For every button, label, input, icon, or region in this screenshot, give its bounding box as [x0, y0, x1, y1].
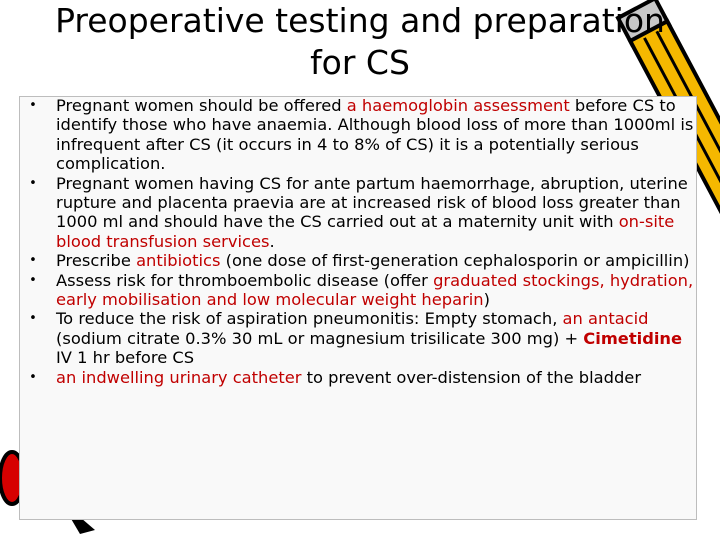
- bullet-text: Pregnant women having CS for ante partum haemorrhage, abruption, uterine rupture and placenta praevia are at increased risk of blood loss greater than 1000 ml and should have the CS carried out at a maternity unit with: [56, 173, 688, 232]
- highlight-text: antibiotics: [136, 251, 221, 271]
- title-line-2: for CS: [310, 43, 410, 82]
- bullet-dot: •: [29, 98, 37, 113]
- list-item: [26, 174, 696, 252]
- highlight-text: an antacid: [562, 309, 649, 329]
- bullet-text: to prevent over-distension of the bladder: [301, 367, 642, 387]
- list-item: [26, 251, 696, 270]
- bullet-text: Assess risk for thromboembolic disease (offer: [56, 270, 434, 290]
- bullet-text: To reduce the risk of aspiration pneumonitis: Empty stomach,: [56, 309, 563, 329]
- bullet-text: IV 1 hr before CS: [56, 348, 195, 368]
- bullet-text: ): [483, 290, 490, 310]
- list-item: [26, 96, 696, 174]
- slide-title: [40, 0, 680, 84]
- bullet-dot: •: [29, 311, 37, 327]
- bullet-text: Pregnant women should be offered: [56, 96, 347, 115]
- list-item: [26, 309, 696, 367]
- bullet-dot: •: [29, 369, 37, 385]
- bullet-text: (one dose of first-generation cephalosporin or ampicillin): [220, 251, 690, 271]
- highlight-drug: Cimetidine: [583, 328, 683, 348]
- bullet-text: .: [269, 231, 275, 251]
- bullet-dot: •: [29, 272, 37, 288]
- list-item: [26, 368, 696, 387]
- highlight-text: on-site blood transfusion services: [56, 212, 675, 251]
- bullet-dot: •: [29, 253, 37, 269]
- highlight-text: a haemoglobin assessment: [346, 96, 570, 115]
- list-item: [26, 271, 696, 310]
- bullet-text: Prescribe: [56, 251, 137, 271]
- bullet-dot: •: [29, 175, 37, 191]
- title-line-1: Preoperative testing and preparation: [55, 1, 665, 40]
- bullet-text: (sodium citrate 0.3% 30 mL or magnesium trisilicate 300 mg) +: [56, 328, 584, 348]
- highlight-text: graduated stockings, hydration, early mobilisation and low molecular weight heparin: [56, 270, 694, 310]
- bullet-text: before CS to identify those who have anaemia. Although blood loss of more than 1000ml is infrequent after CS (it occurs in 4 to 8% of CS) it is a potentially serious complication.: [56, 96, 694, 174]
- highlight-text: an indwelling urinary catheter: [56, 367, 302, 387]
- bullet-list: [26, 96, 696, 387]
